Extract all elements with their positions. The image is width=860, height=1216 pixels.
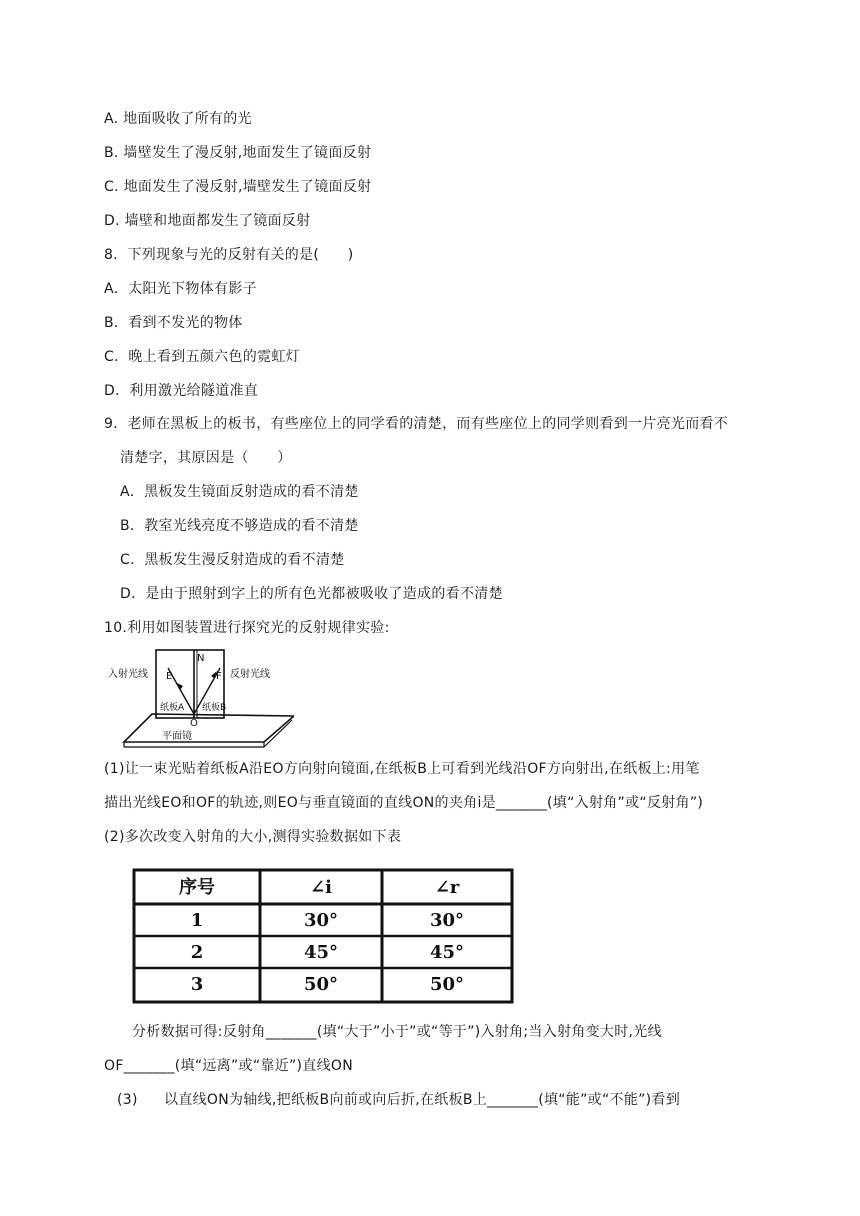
q8-option-b: B．看到不发光的物体 xyxy=(104,315,243,331)
table-cell: 2 xyxy=(190,942,204,963)
q9-option-b: B．教室光线亮度不够造成的看不清楚 xyxy=(120,518,359,534)
q10-part3-number: (3) xyxy=(117,1092,138,1108)
table-cell: 50° xyxy=(303,974,339,995)
q10-part2: (2)多次改变入射角的大小,测得实验数据如下表 xyxy=(104,829,402,845)
q10-part3-text: 以直线ON为轴线,把纸板B向前或向后折,在纸板B上_______(填“能”或“不能”)看到 xyxy=(164,1092,681,1108)
table-cell: 45° xyxy=(303,942,339,963)
q8-option-d: D．利用激光给隧道准直 xyxy=(104,383,259,399)
q8-stem: 8．下列现象与光的反射有关的是( ) xyxy=(104,247,354,263)
q7-option-d: D. 墙壁和地面都发生了镜面反射 xyxy=(104,213,311,229)
point-o-label: O xyxy=(190,718,198,729)
q8-option-c: C．晚上看到五颜六色的霓虹灯 xyxy=(104,349,300,365)
table-cell: 3 xyxy=(190,974,204,995)
point-f-label: F xyxy=(216,671,222,682)
q10-analysis-line-1: 分析数据可得:反射角_______(填“大于”小于”或“等于”)入射角;当入射角变大时,光线 xyxy=(132,1024,662,1040)
data-table xyxy=(132,868,514,1004)
board-b-label: 纸板B xyxy=(202,703,227,713)
q10-analysis-line-2: OF_______(填“远离”或“靠近”)直线ON xyxy=(104,1058,353,1074)
q8-option-a: A．太阳光下物体有影子 xyxy=(104,281,257,297)
q7-option-a: A. 地面吸收了所有的光 xyxy=(104,111,252,127)
table-header-cell: 序号 xyxy=(179,877,215,898)
table-cell: 45° xyxy=(429,942,465,963)
q10-part1-line-1: (1)让一束光贴着纸板A沿EO方向射向镜面,在纸板B上可看到光线沿OF方向射出,在纸板上:用笔 xyxy=(104,761,700,777)
q9-option-c: C．黑板发生漫反射造成的看不清楚 xyxy=(120,552,345,568)
incident-ray-label: 入射光线 xyxy=(108,669,148,680)
mirror-label: 平面镜 xyxy=(162,731,192,742)
reflected-ray-label: 反射光线 xyxy=(230,669,270,680)
table-header-cell: ∠i xyxy=(310,877,332,898)
q7-option-c: C. 地面发生了漫反射,墙壁发生了镜面反射 xyxy=(104,179,372,195)
table-cell: 30° xyxy=(429,910,465,931)
q9-stem-line-2: 清楚字，其原因是（ ） xyxy=(120,450,292,466)
q9-stem-line-1: 9．老师在黑板上的板书，有些座位上的同学看的清楚，而有些座位上的同学则看到一片亮光而看不 xyxy=(104,416,729,432)
table-cell: 1 xyxy=(190,910,204,931)
q10-stem: 10.利用如图装置进行探究光的反射规律实验: xyxy=(104,620,390,636)
point-e-label: E xyxy=(166,671,173,682)
board-a-label: 纸板A xyxy=(160,703,185,713)
q7-option-b: B. 墙壁发生了漫反射,地面发生了镜面反射 xyxy=(104,145,372,161)
table-cell: 50° xyxy=(429,974,465,995)
table-header-cell: ∠r xyxy=(434,877,460,898)
table-cell: 30° xyxy=(303,910,339,931)
q9-option-a: A．黑板发生镜面反射造成的看不清楚 xyxy=(120,484,359,500)
normal-label: N xyxy=(197,653,205,664)
q9-option-d: D．是由于照射到字上的所有色光都被吸收了造成的看不清楚 xyxy=(120,586,503,602)
q10-part1-line-2: 描出光线EO和OF的轨迹,则EO与垂直镜面的直线ON的夹角i是_______(填“入射角”或“反射角”) xyxy=(104,795,704,811)
reflection-apparatus-diagram xyxy=(104,646,294,750)
